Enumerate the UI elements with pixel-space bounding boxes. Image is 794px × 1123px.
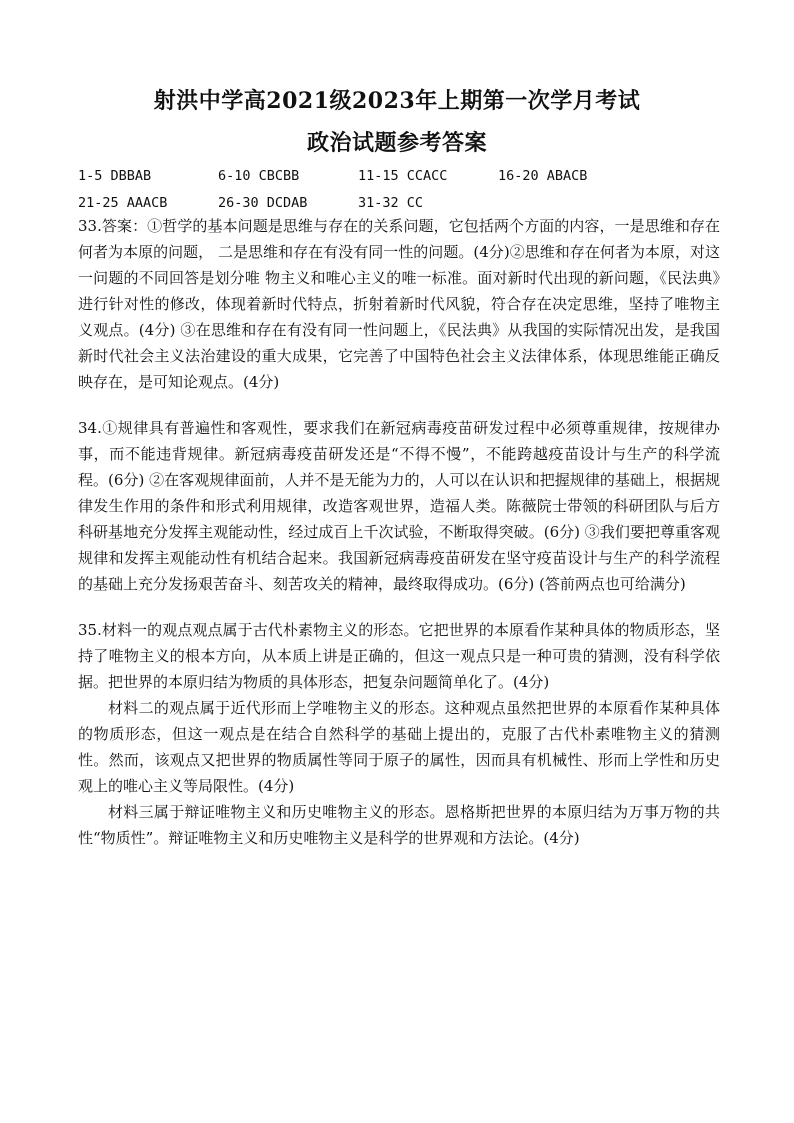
answer-key-cell: 11-15 CCACC: [358, 168, 448, 184]
answer-key-cell: 26-30 DCDAB: [218, 195, 308, 211]
question-33-answer: 33.答案：①哲学的基本问题是思维与存在的关系问题，它包括两个方面的内容，一是思维和存在何者为本原的问题， 二是思维和存在有没有同一性的问题。(4分)②思维和存在何者为本原，对这一问题的不同回答是划分唯 物主义和唯心主义的唯一标准。面对新时代出现的新问题，《民法典》进行针对性的修改，体现着新时代特点，折射着新时代风貌，符合存在决定思维，坚持了唯物主义观点。(4分) ③在思维和存在有没有同一性问题上，《民法典》从我国的实际情况出发，是我国新时代社会主义法治建设的重大成果，它完善了中国特色社会主义法律体系，体现思维能正确反映存在，是可知论观点。(4分): [78, 217, 720, 391]
answer-body: [78, 213, 720, 851]
page-title: 射洪中学高2021级2023年上期第一次学月考试: [153, 88, 641, 114]
answer-key-cell: 1-5 DBBAB: [78, 168, 152, 184]
answer-key-cell: 16-20 ABACB: [498, 168, 588, 184]
page-subtitle: 政治试题参考答案: [306, 130, 487, 156]
answer-key-cell: 31-32 CC: [358, 195, 424, 211]
question-34-answer: 34.①规律具有普遍性和客观性，要求我们在新冠病毒疫苗研发过程中必须尊重规律，按规律办事，而不能违背规律。新冠病毒疫苗研发还是“不得不慢”，不能跨越疫苗设计与生产的科学流程。(6分) ②在客观规律面前，人并不是无能为力的，人可以在认识和把握规律的基础上，根据规律发生作用的条件和形式利用规律，改造客观世界，造福人类。陈薇院士带领的科研团队与后方科研基地充分发挥主观能动性，经过成百上千次试验，不断取得突破。(6分) ③我们要把尊重客观规律和发挥主观能动性有机结合起来。我国新冠病毒疫苗研发在坚守疫苗设计与生产的科学流程的基础上充分发扬艰苦奋斗、刻苦攻关的精神，最终取得成功。(6分) (答前两点也可给满分): [78, 419, 720, 593]
answer-key-cell: 21-25 AAACB: [78, 195, 168, 211]
answer-key-table: [78, 163, 638, 217]
question-35-material-2: 材料二的观点属于近代形而上学唯物主义的形态。这种观点虽然把世界的本原看作某种具体的物质形态，但这一观点是在结合自然科学的基础上提出的，克服了古代朴素唯物主义的猜测性。然而，该观点又把世界的物质属性等同于原子的属性，因而具有机械性、形而上学性和历史观上的唯心主义等局限性。(4分): [78, 699, 720, 795]
spacer: [78, 597, 720, 617]
question-35-material-3: 材料三属于辩证唯物主义和历史唯物主义的形态。恩格斯把世界的本原归结为万事万物的共性“物质性”。辩证唯物主义和历史唯物主义是科学的世界观和方法论。(4分): [78, 803, 720, 847]
question-35-material-1: 35.材料一的观点观点属于古代朴素物主义的形态。它把世界的本原看作某种具体的物质形态，坚持了唯物主义的根本方向，从本质上讲是正确的，但这一观点只是一种可贵的猜测，没有科学依据。把世界的本原归结为物质的具体形态，把复杂问题简单化了。(4分): [78, 621, 720, 691]
spacer: [78, 395, 720, 415]
answer-key-cell: 6-10 CBCBB: [218, 168, 300, 184]
answer-key-row: [78, 163, 638, 190]
